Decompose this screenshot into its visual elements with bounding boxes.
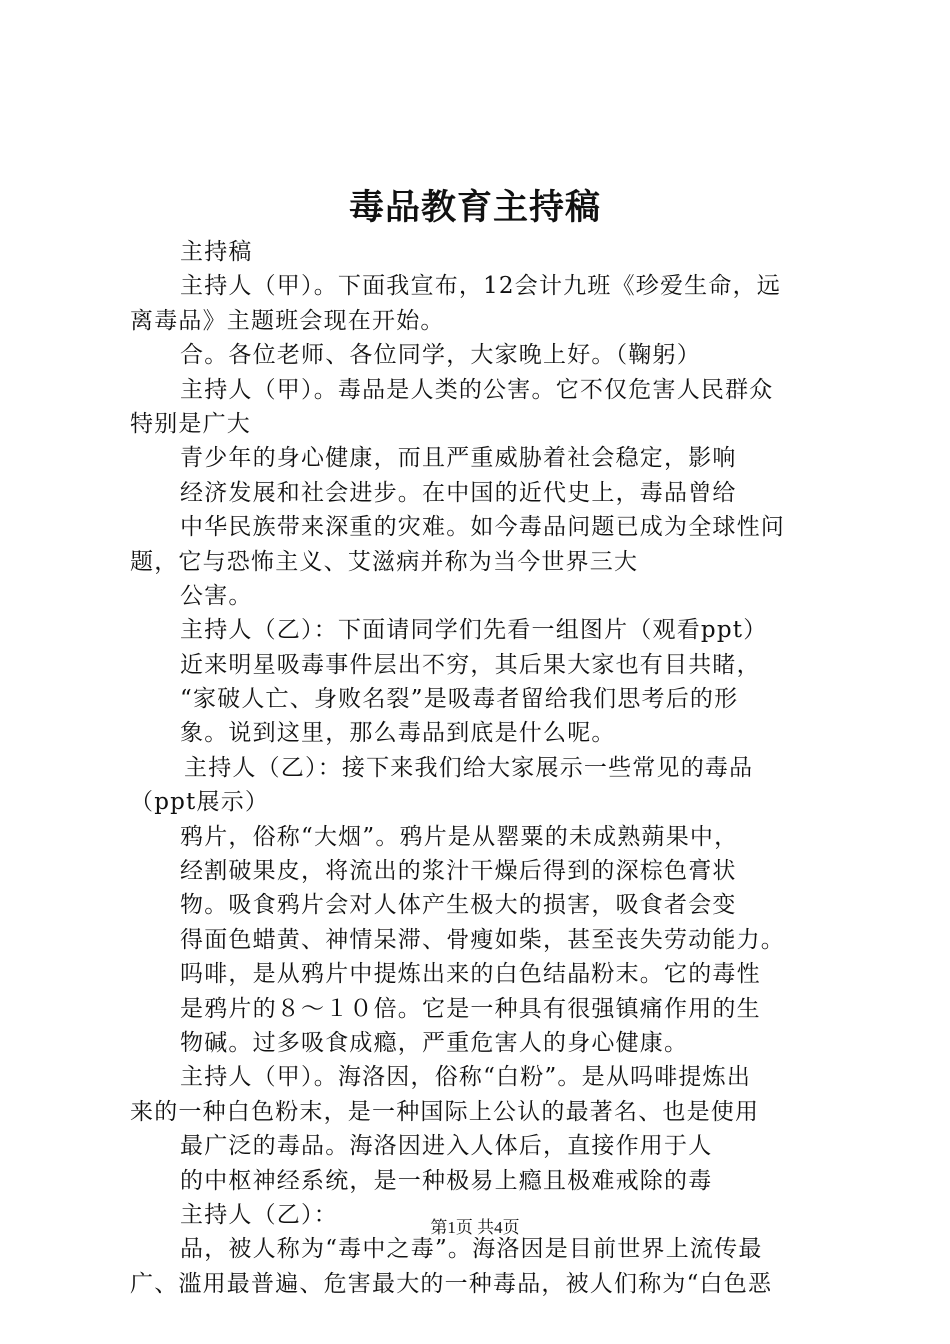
text-line: 离毒品》主题班会现在开始。 <box>130 307 445 334</box>
text-line: 合。各位老师、各位同学，大家晚上好。（鞠躬） <box>180 342 701 369</box>
text-line: 的中枢神经系统，是一种极易上瘾且极难戒除的毒 <box>180 1167 713 1194</box>
text-line: 物。吸食鸦片会对人体产生极大的损害，吸食者会变 <box>180 892 737 919</box>
text-line: 物碱。过多吸食成瘾，严重危害人的身心健康。 <box>180 1029 689 1056</box>
text-line: 近来明星吸毒事件层出不穷，其后果大家也有目共睹， <box>180 651 761 678</box>
page-title: 毒品教育主持稿 <box>348 187 601 228</box>
text-line: 公害。 <box>180 582 253 609</box>
document-body <box>130 235 835 1301</box>
text-line: 主持人（乙）：下面请同学们先看一组图片（观看ppt） <box>180 617 768 644</box>
text-line: 青少年的身心健康，而且严重威胁着社会稳定，影响 <box>180 445 737 472</box>
text-line: 主持人（甲）。毒品是人类的公害。它不仅危害人民群众 <box>180 376 774 403</box>
text-line: 得面色蜡黄、神情呆滞、骨瘦如柴，甚至丧失劳动能力。 <box>180 926 785 953</box>
text-line: 中华民族带来深重的灾难。如今毒品问题已成为全球性问 <box>180 514 785 541</box>
text-line: 最广泛的毒品。海洛因进入人体后，直接作用于人 <box>180 1133 713 1160</box>
text-line: 经割破果皮，将流出的浆汁干燥后得到的深棕色膏状 <box>180 858 737 885</box>
text-line: 象。说到这里，那么毒品到底是什么呢。 <box>180 720 616 747</box>
text-line: 主持人（乙）：接下来我们给大家展示一些常见的毒品 <box>184 754 754 781</box>
text-line: 主持人（乙）： <box>180 1201 338 1228</box>
text-line: “家破人亡、身败名裂”是吸毒者留给我们思考后的形 <box>180 686 739 713</box>
text-line: 主持人（甲）。海洛因，俗称“白粉”。是从吗啡提炼出 <box>180 1064 752 1091</box>
text-line: 吗啡，是从鸦片中提炼出来的白色结晶粉末。它的毒性 <box>180 961 761 988</box>
text-line: （ppt展示） <box>130 789 270 816</box>
text-line: 品，被人称为“毒中之毒”。海洛因是目前世界上流传最 <box>180 1236 763 1263</box>
text-line: 来的一种白色粉末，是一种国际上公认的最著名、也是使用 <box>130 1098 760 1125</box>
page-footer: 第1页 共4页 <box>430 1218 520 1237</box>
text-line: 主持稿 <box>180 239 253 265</box>
text-line: 特别是广大 <box>130 410 251 437</box>
text-line: 题，它与恐怖主义、艾滋病并称为当今世界三大 <box>130 548 639 575</box>
text-line: 经济发展和社会进步。在中国的近代史上，毒品曾给 <box>180 479 737 506</box>
text-line: 广、滥用最普遍、危害最大的一种毒品，被人们称为“白色恶 <box>130 1270 773 1297</box>
text-line: 是鸦片的８～１０倍。它是一种具有很强镇痛作用的生 <box>180 995 761 1022</box>
text-line: 鸦片，俗称“大烟”。鸦片是从罂粟的未成熟蒴果中， <box>180 823 739 850</box>
text-line: 主持人（甲）。下面我宣布，12会计九班《珍爱生命，远 <box>180 273 781 300</box>
